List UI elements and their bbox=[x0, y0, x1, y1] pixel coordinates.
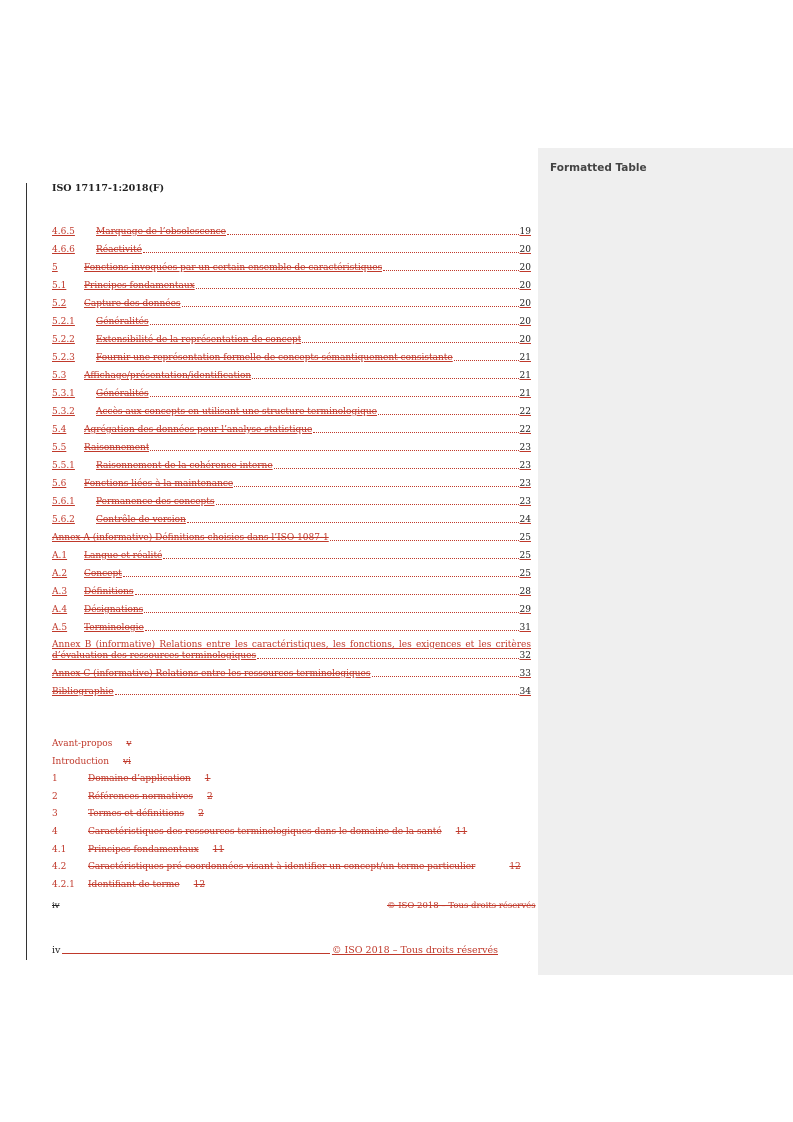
toc-entry[interactable] bbox=[52, 458, 531, 472]
toc-entry-page: 34 bbox=[519, 687, 531, 697]
toc-entry-number: 5.3.2 bbox=[52, 407, 75, 417]
toc-entry-number: A.4 bbox=[52, 605, 68, 615]
deleted-toc-entry-page: v bbox=[126, 739, 132, 749]
toc-entry-number: 5.5 bbox=[52, 443, 67, 453]
toc-leader-dots bbox=[252, 377, 518, 379]
toc-entry-title: Terminologie bbox=[84, 623, 144, 633]
deleted-toc-entry-title: Identifiant de terme bbox=[88, 879, 180, 890]
toc-entry-page: 31 bbox=[519, 623, 531, 633]
footer-page-number: iv bbox=[52, 945, 61, 956]
toc-leader-dots bbox=[372, 675, 519, 677]
toc-entry-number: 5.2.2 bbox=[52, 335, 75, 345]
toc-entry-title: Réactivité bbox=[96, 245, 142, 255]
toc-leader-dots bbox=[143, 251, 519, 253]
deleted-toc-entry-number: 4.2.1 bbox=[52, 879, 75, 890]
toc-entry-number: 4.6.6 bbox=[52, 245, 75, 255]
toc-entry-page: 21 bbox=[519, 371, 531, 381]
toc-entry-title: Annex A (informative) Définitions choisies dans l’ISO 1087-1 bbox=[52, 533, 329, 543]
toc-leader-dots bbox=[383, 269, 518, 271]
deleted-toc-entry-page: 1 bbox=[204, 774, 211, 785]
toc-leader-dots bbox=[257, 657, 518, 659]
toc-leader-dots bbox=[454, 359, 519, 361]
toc-entry-number: 4.6.5 bbox=[52, 227, 75, 237]
deleted-toc-entry bbox=[52, 808, 204, 820]
toc-leader-dots bbox=[150, 449, 518, 451]
toc-entry-title: Généralités bbox=[96, 389, 149, 399]
toc-entry-page: 20 bbox=[519, 263, 531, 273]
toc-entry-title: Contrôle de version bbox=[96, 515, 186, 525]
toc-entry-title: Affichage/présentation/identification bbox=[84, 371, 252, 381]
toc-entry[interactable] bbox=[52, 602, 531, 616]
deleted-toc-entry-title: Caractéristiques pré-coordonnées visant à identifier un concept/un terme particulier bbox=[88, 862, 476, 873]
deleted-toc-entry bbox=[52, 844, 224, 856]
toc-entry[interactable] bbox=[52, 548, 531, 562]
toc-entry-number: 5.6.2 bbox=[52, 515, 75, 525]
toc-entry-page: 25 bbox=[519, 533, 531, 543]
toc-leader-dots bbox=[378, 413, 519, 415]
toc-entry-number: A.2 bbox=[52, 569, 68, 579]
toc-entry-title: Agrégation des données pour l’analyse statistique bbox=[84, 425, 313, 435]
toc-leader-dots bbox=[302, 341, 518, 343]
footer-copyright: © ISO 2018 – Tous droits réservés bbox=[331, 945, 498, 956]
deleted-toc-entry bbox=[52, 826, 467, 838]
toc-entry[interactable] bbox=[52, 242, 531, 256]
toc-entry-number: A.5 bbox=[52, 623, 68, 633]
deleted-toc-entry-page: 11 bbox=[212, 844, 225, 855]
toc-entry-number: 5.4 bbox=[52, 425, 67, 435]
deleted-toc-entry bbox=[52, 791, 213, 803]
toc-entry-page: 24 bbox=[519, 515, 531, 525]
deleted-toc-entry bbox=[52, 861, 521, 873]
toc-entry-title: Permanence des concepts bbox=[96, 497, 215, 507]
toc-leader-dots bbox=[330, 539, 519, 541]
deleted-toc-entry-page: 2 bbox=[206, 791, 213, 802]
toc-entry-title: Fonctions invoquées par un certain ensemble de caractéristiques bbox=[84, 263, 383, 273]
document-id: ISO 17117-1:2018(F) bbox=[52, 183, 165, 194]
deleted-toc-entry-number: 3 bbox=[52, 809, 58, 820]
toc-leader-dots bbox=[313, 431, 518, 433]
toc-entry-number: 5.2.3 bbox=[52, 353, 75, 363]
toc-entry-title: Désignations bbox=[84, 605, 144, 615]
toc-entry-title: Marquage de l’obsolescence bbox=[96, 227, 227, 237]
toc-entry-number: A.1 bbox=[52, 551, 68, 561]
toc-leader-dots bbox=[145, 629, 519, 631]
toc-entry[interactable] bbox=[52, 684, 531, 698]
toc-entry-title: Langue et réalité bbox=[84, 551, 163, 561]
deleted-toc-entry-title: Termes et définitions bbox=[88, 809, 185, 820]
toc-leader-dots bbox=[150, 395, 519, 397]
toc-entry-title-cont: d’évaluation des ressources terminologiques bbox=[52, 651, 257, 661]
toc-leader-dots bbox=[196, 287, 519, 289]
toc-entry[interactable] bbox=[52, 440, 531, 454]
toc-leader-dots bbox=[187, 521, 519, 523]
toc-entry[interactable] bbox=[52, 224, 531, 238]
toc-entry[interactable] bbox=[52, 278, 531, 292]
toc-leader-dots bbox=[216, 503, 519, 505]
deleted-toc-entry-number: Avant-propos bbox=[52, 739, 113, 749]
deleted-toc-entry-title: Références normatives bbox=[88, 791, 193, 802]
toc-leader-dots bbox=[135, 593, 519, 595]
toc-entry-page: 28 bbox=[519, 587, 531, 597]
comment-pane[interactable] bbox=[538, 148, 793, 975]
deleted-toc-entry bbox=[52, 879, 205, 891]
deleted-toc-entry-number: 4.2 bbox=[52, 862, 67, 873]
toc-leader-dots bbox=[115, 693, 519, 695]
toc-entry-title: Bibliographie bbox=[52, 687, 114, 697]
toc-entry-title: Définitions bbox=[84, 587, 134, 597]
toc-entry-title: Raisonnement de la cohérence interne bbox=[96, 461, 273, 471]
toc-entry-number: 5.3 bbox=[52, 371, 67, 381]
toc-entry-number: 5.3.1 bbox=[52, 389, 75, 399]
toc-leader-dots bbox=[182, 305, 519, 307]
toc-entry-number: 5 bbox=[52, 263, 58, 273]
footer bbox=[52, 942, 498, 956]
toc-entry-page: 20 bbox=[519, 245, 531, 255]
deleted-toc-entry-number: 2 bbox=[52, 791, 58, 802]
toc-entry[interactable] bbox=[52, 530, 531, 544]
deleted-footer-page-number: iv bbox=[52, 901, 60, 911]
toc-entry[interactable] bbox=[52, 404, 531, 418]
toc-entry-title: Raisonnement bbox=[84, 443, 150, 453]
toc-entry[interactable] bbox=[52, 666, 531, 680]
footer-rule bbox=[62, 952, 330, 954]
deleted-footer-copyright: © ISO 2018 – Tous droits réservés bbox=[387, 901, 536, 911]
toc-entry-number: 5.1 bbox=[52, 281, 67, 291]
toc-entry-page: 19 bbox=[519, 227, 531, 237]
toc-entry[interactable] bbox=[52, 296, 531, 310]
toc-leader-dots bbox=[123, 575, 519, 577]
deleted-toc-entry-title: Principes fondamentaux bbox=[88, 844, 199, 855]
deleted-toc-entry bbox=[52, 738, 131, 750]
deleted-toc-entry bbox=[52, 756, 131, 768]
deleted-toc-entry-page: 12 bbox=[509, 862, 521, 873]
toc-entry[interactable] bbox=[52, 314, 531, 328]
deleted-toc-entry-title: Caractéristiques des ressources terminologiques dans le domaine de la santé bbox=[88, 827, 442, 837]
toc-entry-page: 22 bbox=[519, 407, 531, 417]
toc-entry-page: 29 bbox=[519, 605, 531, 615]
toc-entry-title: Fournir une représentation formelle de concepts sémantiquement consistante bbox=[96, 353, 453, 363]
toc-entry-page: 20 bbox=[519, 281, 531, 291]
toc-entry[interactable] bbox=[52, 494, 531, 508]
toc-entry-page: 22 bbox=[519, 425, 531, 435]
toc-entry-title: Capture des données bbox=[84, 299, 181, 309]
deleted-toc-entry-page: 11 bbox=[455, 827, 468, 837]
deleted-toc-entry-title: Domaine d’application bbox=[88, 774, 191, 785]
toc-entry-number: 5.6.1 bbox=[52, 497, 75, 507]
toc-leader-dots bbox=[227, 233, 519, 235]
toc-leader-dots bbox=[163, 557, 518, 559]
toc-entry-page: 23 bbox=[519, 479, 531, 489]
toc-entry[interactable] bbox=[52, 386, 531, 400]
toc-entry-title: Extensibilité de la représentation de concept bbox=[96, 335, 302, 345]
toc-entry[interactable] bbox=[52, 512, 531, 526]
toc-leader-dots bbox=[150, 323, 519, 325]
toc-entry-page: 20 bbox=[519, 299, 531, 309]
toc-entry-annex-b[interactable] bbox=[52, 640, 531, 662]
toc-leader-dots bbox=[144, 611, 518, 613]
toc-entry[interactable] bbox=[52, 584, 531, 598]
toc-entry-number: 5.5.1 bbox=[52, 461, 75, 471]
deleted-toc-entry-number: 4.1 bbox=[52, 844, 67, 855]
toc-entry-page: 23 bbox=[519, 497, 531, 507]
toc-leader-dots bbox=[234, 485, 518, 487]
deleted-toc-entry-number: 4 bbox=[52, 827, 58, 837]
toc-entry-page: 20 bbox=[519, 317, 531, 327]
toc-entry-title: Concept bbox=[84, 569, 122, 579]
toc-entry[interactable] bbox=[52, 620, 531, 634]
toc-entry[interactable] bbox=[52, 422, 531, 436]
toc-entry-page: 25 bbox=[519, 551, 531, 561]
toc-entry-page: 25 bbox=[519, 569, 531, 579]
toc-entry[interactable] bbox=[52, 350, 531, 364]
toc-entry[interactable] bbox=[52, 332, 531, 346]
toc-leader-dots bbox=[274, 467, 519, 469]
toc-entry-number: 5.2.1 bbox=[52, 317, 75, 327]
toc-entry-page: 23 bbox=[519, 443, 531, 453]
deleted-toc-entry-number: Introduction bbox=[52, 756, 109, 767]
change-bar bbox=[26, 183, 27, 960]
deleted-toc-entry-page: vi bbox=[123, 756, 131, 767]
toc-entry-number: A.3 bbox=[52, 587, 68, 597]
toc-entry-page: 32 bbox=[519, 651, 531, 661]
toc-entry-number: 5.6 bbox=[52, 479, 67, 489]
toc-entry-title: Annex B (informative) Relations entre les caractéristiques, les fonctions, les exigences et les critères bbox=[52, 640, 531, 650]
toc-entry[interactable] bbox=[52, 260, 531, 274]
deleted-toc-entry-page: 12 bbox=[193, 879, 206, 890]
toc-entry-line2 bbox=[52, 651, 531, 662]
toc-entry-page: 20 bbox=[519, 335, 531, 345]
toc-entry-title: Annex C (informative) Relations entre les ressources terminologiques bbox=[52, 669, 371, 679]
toc-entry-title: Fonctions liées à la maintenance bbox=[84, 479, 234, 489]
toc-entry-number: 5.2 bbox=[52, 299, 67, 309]
toc-entry[interactable] bbox=[52, 566, 531, 580]
toc-entry-page: 23 bbox=[519, 461, 531, 471]
toc-entry-title: Accès aux concepts en utilisant une structure terminologique bbox=[96, 407, 378, 417]
toc-entry-title: Principes fondamentaux bbox=[84, 281, 195, 291]
toc-entry[interactable] bbox=[52, 476, 531, 490]
deleted-toc-entry-number: 1 bbox=[52, 774, 58, 785]
toc-entry-page: 21 bbox=[519, 389, 531, 399]
toc-entry-title: Généralités bbox=[96, 317, 149, 327]
toc-entry-page: 21 bbox=[519, 353, 531, 363]
toc-entry-page: 33 bbox=[519, 669, 531, 679]
toc-entry[interactable] bbox=[52, 368, 531, 382]
comment-pane-title: Formatted Table bbox=[550, 162, 647, 174]
deleted-toc-entry-page: 2 bbox=[198, 809, 204, 820]
deleted-toc-entry bbox=[52, 773, 211, 785]
